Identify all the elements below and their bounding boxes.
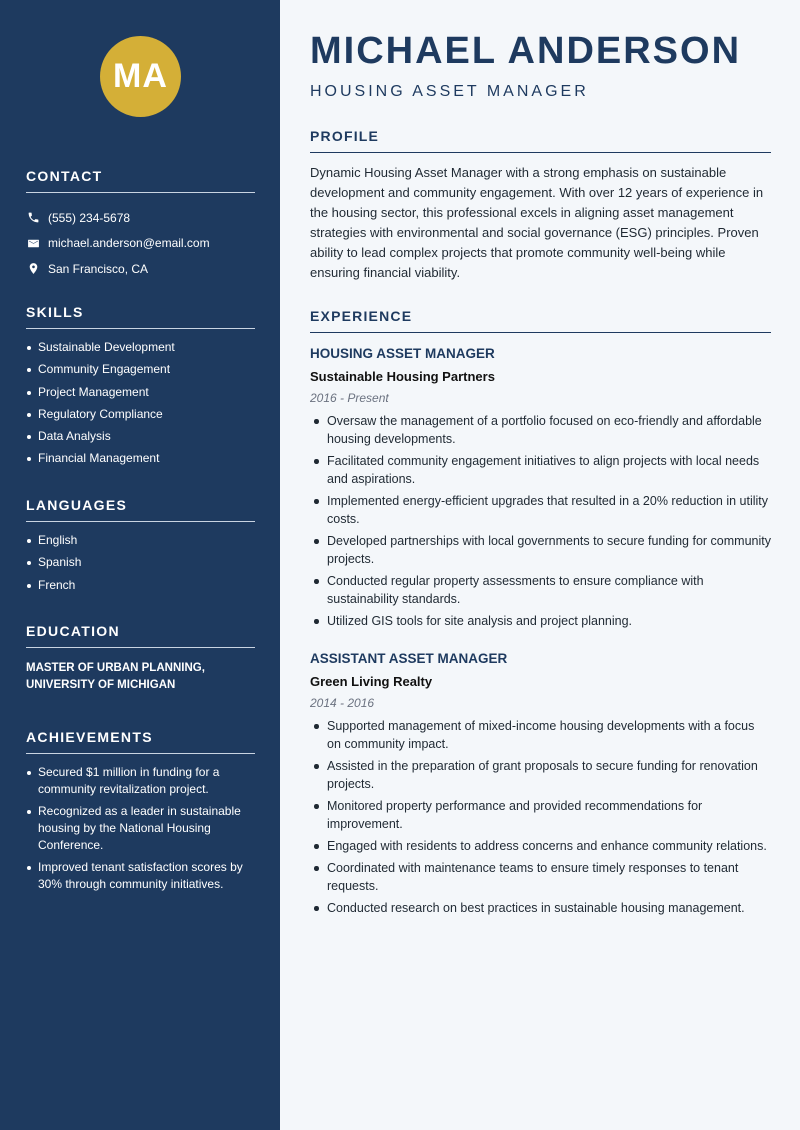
languages-heading: LANGUAGES	[26, 497, 255, 522]
job-dates: 2014 - 2016	[310, 696, 375, 710]
phone-number[interactable]: (555) 234-5678	[48, 210, 131, 225]
candidate-role: HOUSING ASSET MANAGER	[310, 83, 589, 100]
avatar-initials: MA	[100, 36, 181, 117]
skills-section	[26, 304, 255, 473]
email-address[interactable]: michael.anderson@email.com	[48, 236, 210, 251]
profile-text: Dynamic Housing Asset Manager with a strong emphasis on sustainable development and community engagement. With over 12 years of experience in the housing sector, this professional excels in aligning asset management strategies with environmental and social governance (ESG) principles. Proven ability to lead complex projects that promote community well-being while ensuring financial viability.	[310, 165, 764, 280]
list-item: Project Management	[26, 384, 255, 401]
education-section	[26, 623, 255, 694]
list-item: Facilitated community engagement initiatives to align projects with local needs and aspirations.	[310, 452, 771, 488]
list-item: Financial Management	[26, 450, 255, 467]
achievements-heading: ACHIEVEMENTS	[26, 729, 255, 754]
list-item: Implemented energy-efficient upgrades that resulted in a 20% reduction in utility costs.	[310, 492, 771, 528]
list-item: Oversaw the management of a portfolio focused on eco-friendly and affordable housing developments.	[310, 412, 771, 448]
list-item: Utilized GIS tools for site analysis and project planning.	[310, 612, 771, 630]
job-title: ASSISTANT ASSET MANAGER	[310, 651, 508, 666]
list-item: Sustainable Development	[26, 339, 255, 356]
languages-section	[26, 497, 255, 599]
list-item: Data Analysis	[26, 428, 255, 445]
list-item: Monitored property performance and provided recommendations for improvement.	[310, 797, 771, 833]
achievements-section	[26, 729, 255, 898]
contact-email	[26, 231, 255, 257]
duties-list	[310, 412, 771, 630]
school-line: UNIVERSITY OF MICHIGAN	[26, 679, 176, 691]
company-name: Green Living Realty	[310, 674, 433, 689]
list-item: Secured $1 million in funding for a community revitalization project.	[26, 764, 255, 798]
degree-line: MASTER OF URBAN PLANNING,	[26, 662, 205, 674]
list-item: Coordinated with maintenance teams to ensure timely responses to tenant requests.	[310, 859, 771, 895]
sidebar	[0, 0, 280, 1130]
contact-heading: CONTACT	[26, 168, 255, 193]
list-item: Developed partnerships with local governments to secure funding for community projects.	[310, 532, 771, 568]
phone-icon	[26, 211, 40, 225]
duties-list	[310, 717, 771, 917]
contact-phone	[26, 205, 255, 231]
list-item: Community Engagement	[26, 361, 255, 378]
list-item: English	[26, 532, 255, 549]
list-item: Supported management of mixed-income housing developments with a focus on community impact.	[310, 717, 771, 753]
company-name: Sustainable Housing Partners	[310, 369, 495, 384]
education-degree	[26, 660, 255, 694]
list-item: Engaged with residents to address concerns and enhance community relations.	[310, 837, 771, 855]
achievements-list	[26, 764, 255, 893]
experience-heading: EXPERIENCE	[310, 308, 771, 333]
location-text: San Francisco, CA	[48, 261, 149, 276]
profile-heading: PROFILE	[310, 128, 771, 153]
list-item: Conducted research on best practices in sustainable housing management.	[310, 899, 771, 917]
job-title: HOUSING ASSET MANAGER	[310, 346, 495, 361]
job-dates: 2016 - Present	[310, 391, 389, 405]
email-icon	[26, 236, 40, 250]
skills-list	[26, 339, 255, 467]
job-entry	[310, 651, 771, 921]
contact-list	[26, 205, 255, 282]
contact-location	[26, 256, 255, 282]
education-heading: EDUCATION	[26, 623, 255, 648]
contact-section	[26, 168, 255, 282]
skills-heading: SKILLS	[26, 304, 255, 329]
languages-list	[26, 532, 255, 594]
list-item: Spanish	[26, 554, 255, 571]
candidate-name: MICHAEL ANDERSON	[310, 30, 742, 72]
job-entry	[310, 346, 771, 634]
list-item: Conducted regular property assessments to ensure compliance with sustainability standards.	[310, 572, 771, 608]
list-item: Recognized as a leader in sustainable housing by the National Housing Conference.	[26, 803, 255, 854]
list-item: French	[26, 577, 255, 594]
location-pin-icon	[26, 262, 40, 276]
list-item: Assisted in the preparation of grant proposals to secure funding for renovation projects.	[310, 757, 771, 793]
list-item: Regulatory Compliance	[26, 406, 255, 423]
list-item: Improved tenant satisfaction scores by 30% through community initiatives.	[26, 859, 255, 893]
